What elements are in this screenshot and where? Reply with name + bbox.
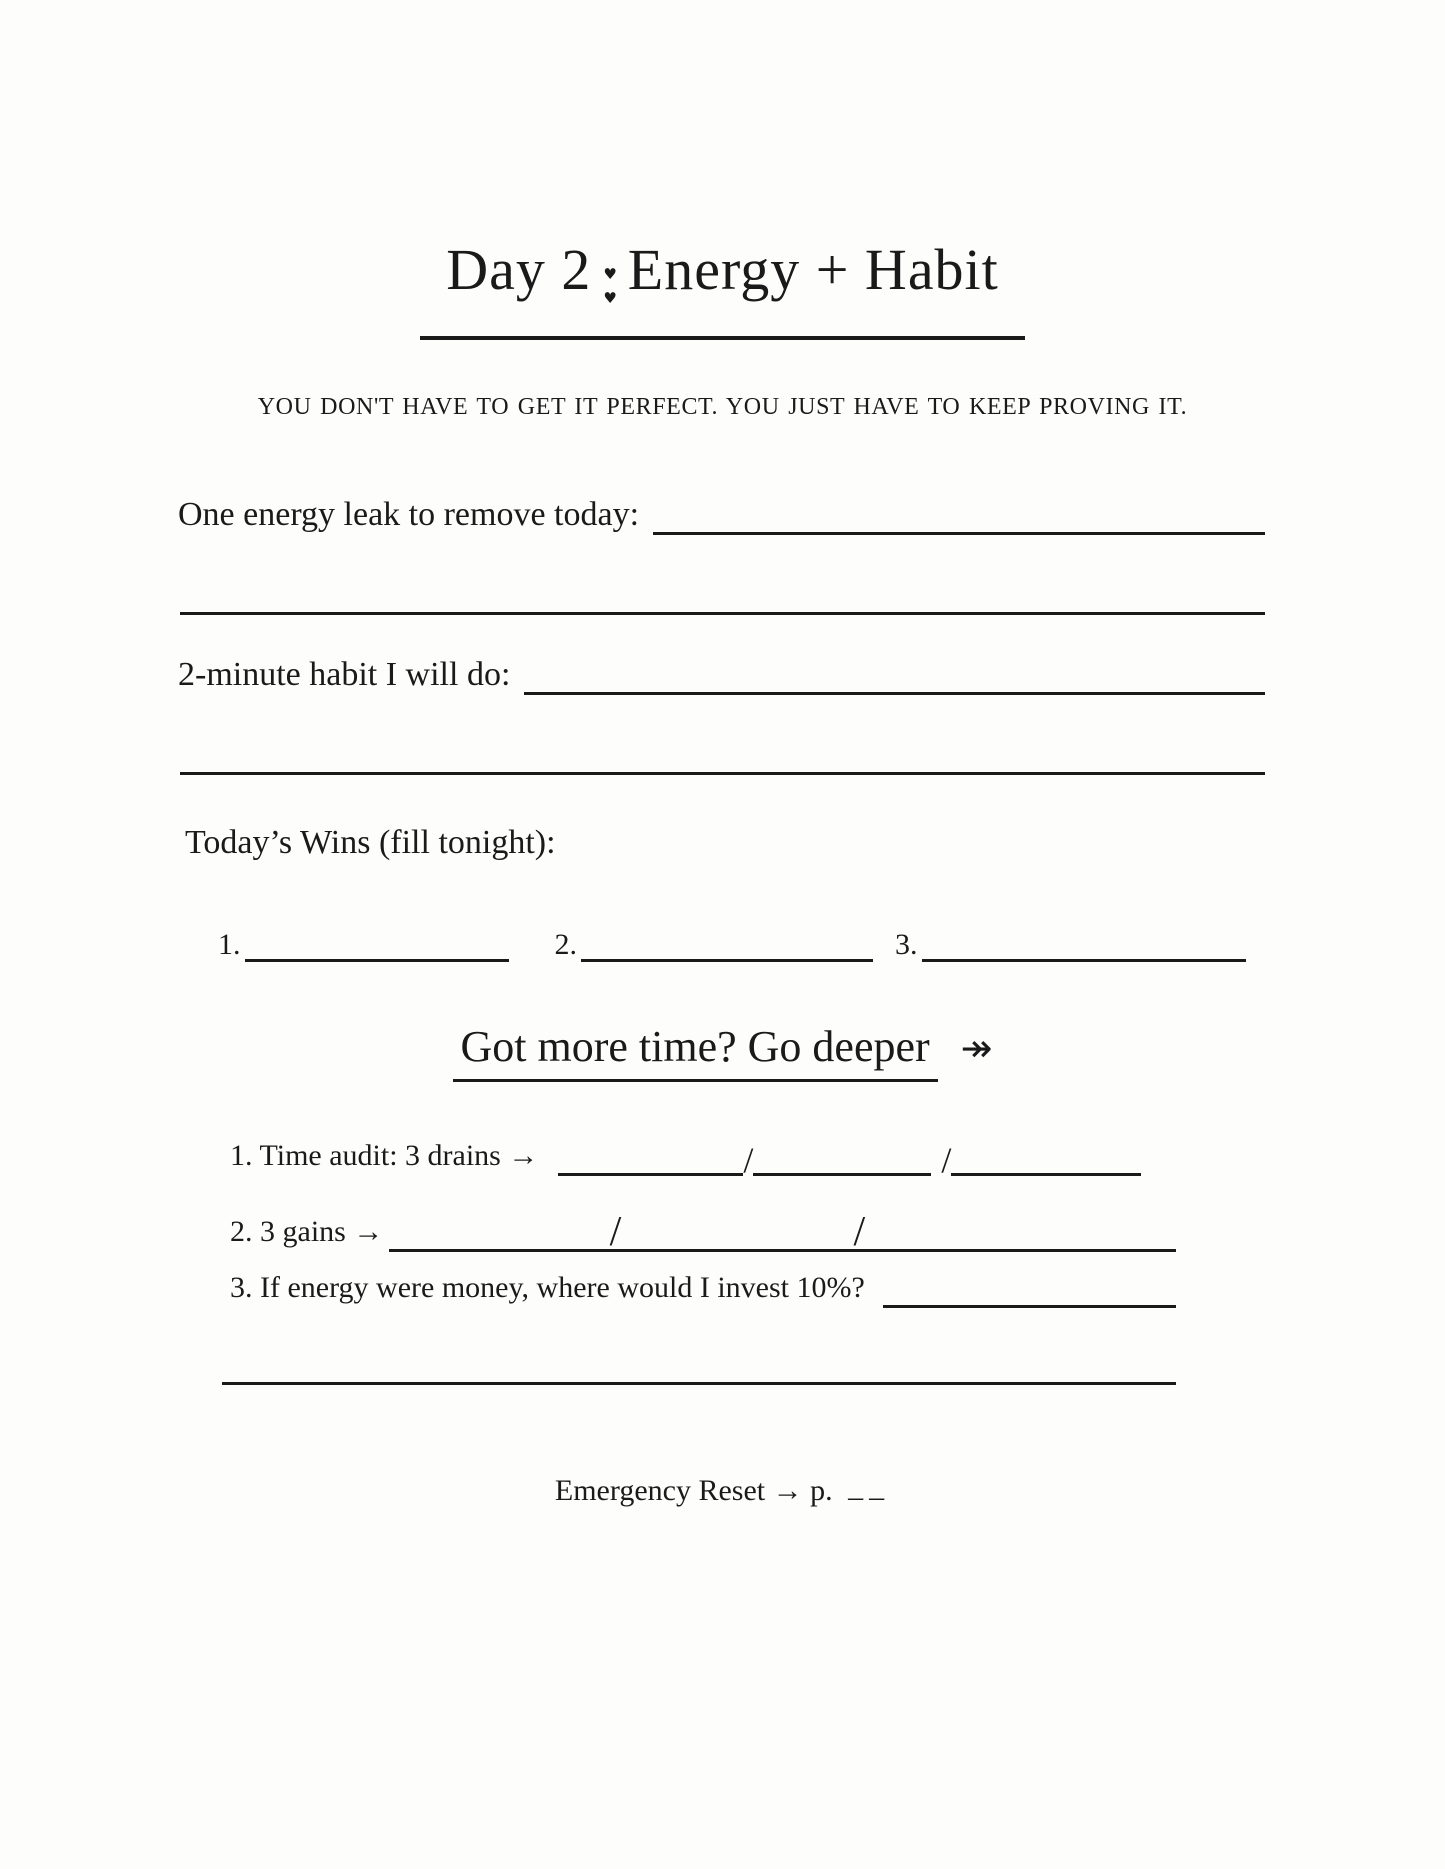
heart-icon: ♥ [603,289,618,307]
title-day-text: Day 2 [446,237,592,302]
footer-note [0,1470,1445,1508]
separator-slash: / [853,1209,866,1255]
win-3-number: 3. [895,928,918,961]
deeper-section-heading [0,1022,1445,1082]
drain-2-input-line[interactable] [753,1173,931,1176]
field-habit-continuation-line[interactable] [180,772,1265,775]
drain-1-input-line[interactable] [558,1173,743,1176]
heart-icon: ♥ [603,265,618,283]
subtitle-quote: YOU DON'T HAVE TO GET IT PERFECT. YOU JUST HAVE TO KEEP PROVING IT. [257,394,1188,420]
separator-slash: / [743,1140,754,1180]
separator-slash: / [941,1140,952,1180]
separator-slash: / [609,1209,622,1255]
field-energy-leak-continuation-line[interactable] [180,612,1265,615]
page-title [0,238,1445,340]
gains-input-line[interactable] [389,1203,1176,1255]
invest-input-line[interactable] [883,1305,1176,1308]
win-2-input-line[interactable] [581,959,873,962]
drain-3-input-line[interactable] [951,1173,1141,1176]
deeper-item-gains [230,1206,1176,1255]
wins-row [218,920,1257,962]
double-arrow-icon: ↠ [960,1026,993,1070]
field-energy-leak-label: One energy leak to remove today: [178,496,640,533]
deeper-item-invest [230,1262,1176,1308]
field-energy-leak-input-line[interactable] [653,494,1265,535]
wins-section-label: Today’s Wins (fill tonight): [185,824,556,861]
emergency-reset-text: Emergency Reset → p. [554,1474,833,1507]
field-energy-leak-row [178,494,1265,535]
deeper-item-gains-label: 2. 3 gains → [230,1215,384,1248]
deeper-item-invest-label: 3. If energy were money, where would I invest 10%? [230,1271,865,1304]
field-habit-label: 2-minute habit I will do: [178,656,511,693]
win-1-input-line[interactable] [245,959,509,962]
deeper-item-time-audit [230,1134,1141,1180]
deeper-heading-text: Got more time? Go deeper [453,1022,938,1082]
field-habit-input-line[interactable] [524,654,1265,695]
page-number-blank[interactable]: __ [848,1470,891,1503]
hearts-colon-icon [603,267,617,306]
deeper-continuation-line[interactable] [222,1382,1176,1385]
win-2-number: 2. [554,928,577,961]
title-topic-text: Energy + Habit [627,237,999,302]
field-habit-row [178,654,1265,695]
page-title-underlined [420,238,1025,340]
win-1-number: 1. [218,928,241,961]
deeper-item-time-audit-label: 1. Time audit: 3 drains → [230,1139,539,1172]
win-3-input-line[interactable] [922,959,1246,962]
